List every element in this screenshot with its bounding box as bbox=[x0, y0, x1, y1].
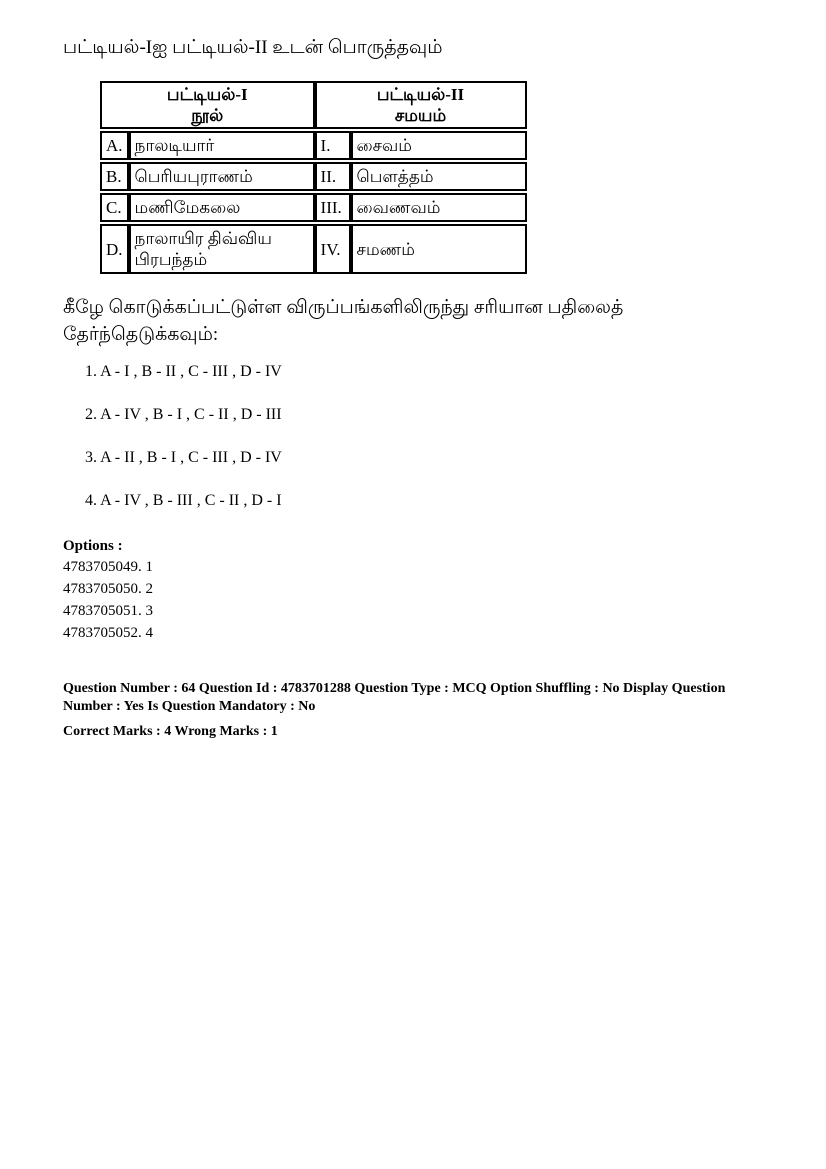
options-block bbox=[63, 536, 786, 644]
option-id-1: 4783705049. 1 bbox=[63, 559, 153, 575]
row-item: நாலடியார் bbox=[129, 131, 315, 160]
table-row bbox=[100, 162, 527, 191]
choice-option-1: 1. A - I , B - II , C - III , D - IV bbox=[85, 363, 282, 380]
table-row bbox=[100, 131, 527, 160]
question-heading: பட்டியல்-Iஐ பட்டியல்-II உடன் பொருத்தவும் bbox=[63, 37, 443, 58]
table-header-row bbox=[100, 81, 527, 129]
list1-header-subtitle: நூல் bbox=[191, 106, 224, 125]
option-id-3: 4783705051. 3 bbox=[63, 603, 153, 619]
row-item: பெரியபுராணம் bbox=[129, 162, 315, 191]
marks-meta-line: Correct Marks : 4 Wrong Marks : 1 bbox=[63, 724, 278, 739]
row-letter: C. bbox=[100, 193, 129, 222]
list2-header bbox=[315, 81, 527, 129]
table-row bbox=[100, 193, 527, 222]
row-match: பௌத்தம் bbox=[351, 162, 527, 191]
row-numeral: IV. bbox=[315, 224, 351, 274]
row-numeral: II. bbox=[315, 162, 351, 191]
row-match: வைணவம் bbox=[351, 193, 527, 222]
options-label: Options : bbox=[63, 538, 123, 554]
list1-header bbox=[100, 81, 315, 129]
row-item: மணிமேகலை bbox=[129, 193, 315, 222]
option-id-4: 4783705052. 4 bbox=[63, 625, 153, 641]
choice-option-4: 4. A - IV , B - III , C - II , D - I bbox=[85, 492, 282, 509]
option-id-2: 4783705050. 2 bbox=[63, 581, 153, 597]
choice-option-2: 2. A - IV , B - I , C - II , D - III bbox=[85, 406, 282, 423]
row-letter: B. bbox=[100, 162, 129, 191]
table-row bbox=[100, 224, 527, 274]
question-metadata bbox=[63, 680, 783, 741]
list2-header-subtitle: சமயம் bbox=[394, 106, 447, 125]
choice-option-3: 3. A - II , B - I , C - III , D - IV bbox=[85, 449, 282, 466]
question-meta-line-1: Question Number : 64 Question Id : 4783701288 Question Type : MCQ Option Shuffling : No Display Question bbox=[63, 681, 726, 696]
list1-header-title: பட்டியல்-I bbox=[166, 85, 248, 104]
row-match: சமணம் bbox=[351, 224, 527, 274]
question-meta-line-2: Number : Yes Is Question Mandatory : No bbox=[63, 699, 316, 714]
choices-list bbox=[85, 364, 786, 509]
list2-header-title: பட்டியல்-II bbox=[376, 85, 465, 104]
row-match: சைவம் bbox=[351, 131, 527, 160]
row-item: நாலாயிர திவ்விய பிரபந்தம் bbox=[129, 224, 315, 274]
row-numeral: III. bbox=[315, 193, 351, 222]
row-letter: A. bbox=[100, 131, 129, 160]
row-letter: D. bbox=[100, 224, 129, 274]
match-table bbox=[100, 79, 527, 276]
row-numeral: I. bbox=[315, 131, 351, 160]
instruction-text: கீழே கொடுக்கப்பட்டுள்ள விருப்பங்களிலிருந்து சரியான பதிலைத் தேர்ந்தெடுக்கவும்: bbox=[63, 297, 624, 345]
